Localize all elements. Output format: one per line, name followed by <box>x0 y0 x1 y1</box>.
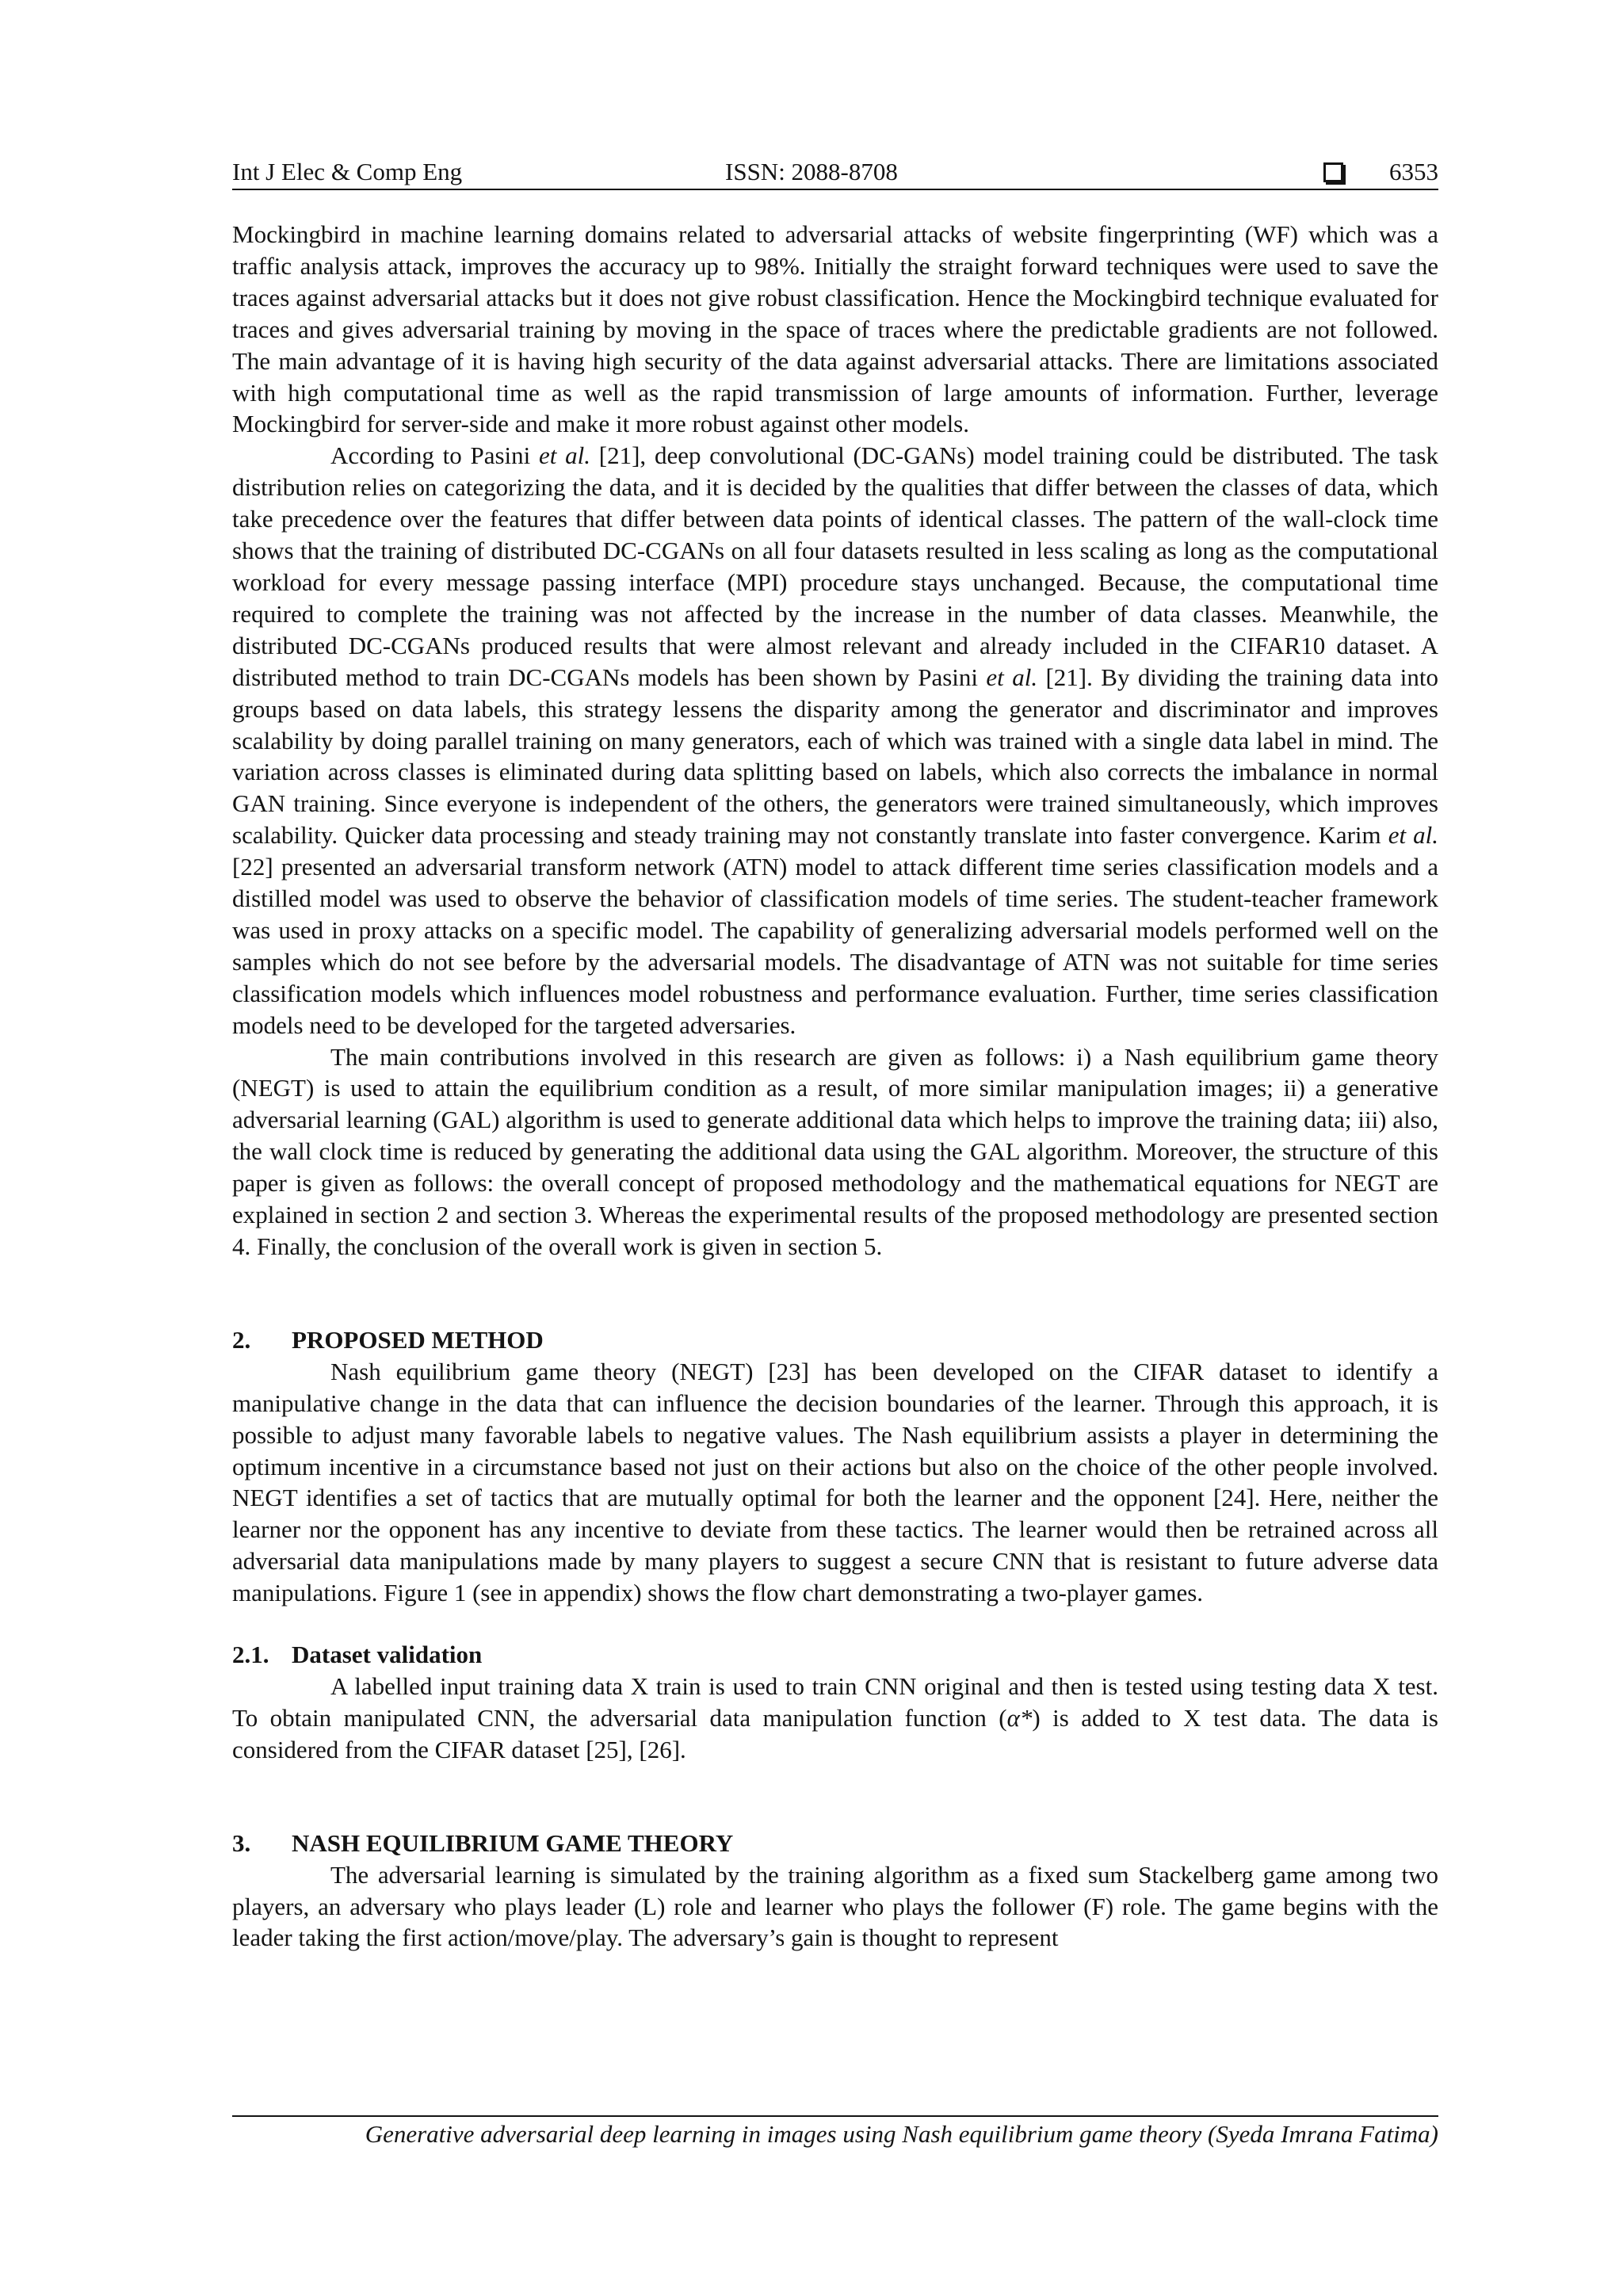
paragraph-nash-equilibrium: The adversarial learning is simulated by the training algorithm as a fixed sum Stackelberg game among two players, an adversary who plays leader (L) role and learner who plays the follower (F) role. The game begins with the leader taking the first action/move/play. The adversary’s gain is thought to represent <box>232 1860 1438 1952</box>
header-rule <box>232 189 1438 190</box>
section-heading-2 <box>232 1324 1438 1356</box>
issn-label: ISSN: 2088-8708 <box>725 158 898 185</box>
paragraph-related-work: According to Pasini et al. [21], deep convolutional (DC-GANs) model training could be distributed. The task distribution relies on categorizing the data, and it is decided by the qualities that differ between the classes of data, which take precedence over the features that differ between data points of identical classes. The pattern of the wall-clock time shows that the training of distributed DC-CGANs on all four datasets resulted in less scaling as long as the computational workload for every message passing interface (MPI) procedure stays unchanged. Because, the computational time required to complete the training was not affected by the increase in the number of data classes. Meanwhile, the distributed DC-CGANs produced results that were almost relevant and already included in the CIFAR10 dataset. A distributed method to train DC-CGANs models has been shown by Pasini et al. [21]. By dividing the training data into groups based on data labels, this strategy lessens the disparity among the generator and discriminator and improves scalability by doing parallel training on many generators, each of which was trained with a single data label in mind. The variation across classes is eliminated during data splitting based on labels, which also corrects the imbalance in normal GAN training. Since everyone is independent of the others, the generators were trained simultaneously, which improves scalability. Quicker data processing and steady training may not constantly translate into faster convergence. Karim et al. [22] presented an adversarial transform network (ATN) model to attack different time series classification models and a distilled model was used to observe the behavior of classification models of time series. The student-teacher framework was used in proxy attacks on a specific model. The capability of generalizing adversarial models performed well on the samples which do not see before by the adversarial models. The disadvantage of ATN was not suitable for time series classification models which influences model robustness and performance evaluation. Further, time series classification models need to be developed for the targeted adversaries. <box>232 441 1438 1039</box>
section-number: 2. <box>232 1325 251 1354</box>
subsection-title: Dataset validation <box>292 1641 483 1669</box>
paragraph-proposed-method: Nash equilibrium game theory (NEGT) [23] has been developed on the CIFAR dataset to identify a manipulative change in the data that can influence the decision boundaries of the learner. Through this approach, it is possible to adjust many favorable labels to negative values. The Nash equilibrium assists a player in determining the optimum incentive in a circumstance based not just on their actions but also on the choice of the other people involved. NEGT identifies a set of tactics that are mutually optimal for both the learner and the opponent [24]. Here, neither the learner nor the opponent has any incentive to deviate from these tactics. The learner would then be retrained across all adversarial data manipulations made by many players to suggest a secure CNN that is resistant to future adverse data manipulations. Figure 1 (see in appendix) shows the flow chart demonstrating a two-player games. <box>232 1357 1438 1607</box>
paragraph-contributions: The main contributions involved in this research are given as follows: i) a Nash equilibrium game theory (NEGT) is used to attain the equilibrium condition as a result, of more similar manipulation images; ii) a generative adversarial learning (GAL) algorithm is used to generate additional data which helps to improve the training data; iii) also, the wall clock time is reduced by generating the additional data using the GAL algorithm. Moreover, the structure of this paper is given as follows: the overall concept of proposed methodology and the mathematical equations for NEGT are explained in section 2 and section 3. Whereas the experimental results of the proposed methodology are presented section 4. Finally, the conclusion of the overall work is given in section 5. <box>232 1042 1438 1260</box>
footer-rule <box>232 2115 1438 2117</box>
page-number: 6353 <box>1389 158 1438 185</box>
section-heading-3 <box>232 1828 1438 1859</box>
journal-name: Int J Elec & Comp Eng <box>232 158 463 185</box>
running-header <box>232 155 1438 189</box>
paragraph-dataset-validation: A labelled input training data X train is used to train CNN original and then is tested using testing data X test. To obtain manipulated CNN, the adversarial data manipulation function (α*) is added to X test data. The data is considered from the CIFAR dataset [25], [26]. <box>232 1671 1438 1763</box>
subsection-number: 2.1. <box>232 1641 269 1669</box>
running-footer: Generative adversarial deep learning in images using Nash equilibrium game theory (Syeda Imrana Fatima) <box>365 2120 1438 2148</box>
body-text <box>232 219 1438 1954</box>
paragraph-mockingbird: Mockingbird in machine learning domains related to adversarial attacks of website fingerprinting (WF) which was a traffic analysis attack, improves the accuracy up to 98%. Initially the straight forward techniques were used to save the traces against adversarial attacks but it does not give robust classification. Hence the Mockingbird technique evaluated for traces and gives adversarial training by moving in the space of traces where the predictable gradients are not followed. The main advantage of it is having high security of the data against adversarial attacks. There are limitations associated with high computational time as well as the rapid transmission of large amounts of information. Further, leverage Mockingbird for server-side and make it more robust against other models. <box>232 220 1438 438</box>
section-title: PROPOSED METHOD <box>292 1325 544 1354</box>
square-box-icon <box>1323 162 1343 182</box>
section-title: NASH EQUILIBRIUM GAME THEORY <box>292 1828 734 1857</box>
section-number: 3. <box>232 1828 251 1857</box>
alpha-star-symbol: α* <box>1006 1703 1033 1732</box>
subsection-heading-2-1 <box>232 1639 1438 1671</box>
